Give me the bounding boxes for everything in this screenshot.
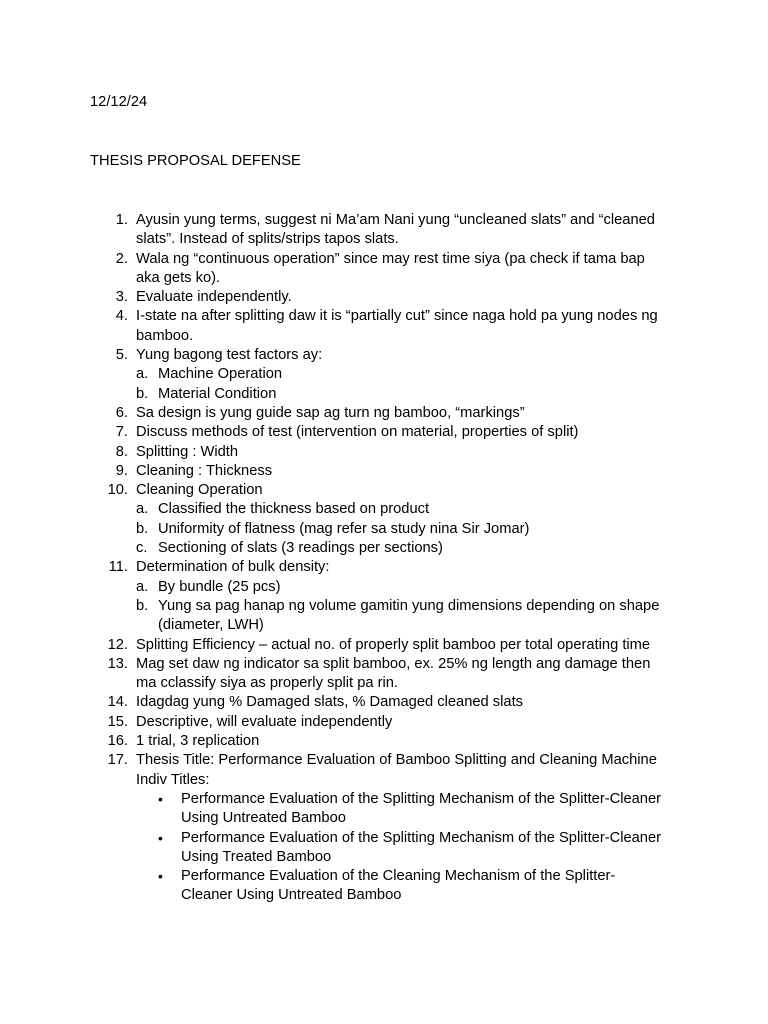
list-item-text: Discuss methods of test (intervention on material, properties of split) [136,424,579,441]
list-item [90,250,690,289]
list-item-number: 13. [107,655,128,672]
sub-list-item [90,365,690,384]
bullet-list-item-text: Performance Evaluation of the Cleaning Mechanism of the Splitter- [181,868,616,885]
bullet-list-item [90,829,690,868]
list-item-text: Indiv Titles: [136,771,210,788]
list-item [90,713,690,732]
list-item [90,443,690,462]
sub-list-item [90,539,690,558]
list-item [90,558,690,577]
list-item-text: Mag set daw ng indicator sa split bamboo, ex. 25% ng length ang damage then [136,655,651,672]
sub-list-item-letter: a. [136,501,149,518]
list-item-text: Sa design is yung guide sap ag turn ng bamboo, “markings” [136,404,525,421]
sub-list-item [90,520,690,539]
sub-list-item-text: Classified the thickness based on product [158,501,430,518]
sub-list-item [90,385,690,404]
list-item [90,693,690,712]
list-item-text: I-state na after splitting daw it is “partially cut” since naga hold pa yung nodes ng [136,308,658,325]
list-item-number: 12. [107,636,128,653]
list-item [90,288,690,307]
list-item-number: 4. [115,308,128,325]
list-item [90,655,690,694]
list-item-number: 7. [115,424,128,441]
bullet-list-item [90,790,690,829]
bullet-list-item-text: Cleaner Using Untreated Bamboo [181,887,402,904]
sub-list-item-text: Material Condition [158,385,277,402]
list-item [90,307,690,346]
sub-list-item [90,500,690,519]
bullet-list-item [90,867,690,906]
list-item-number: 9. [115,462,128,479]
list-item-text: Cleaning Operation [136,482,263,499]
bullet-icon: • [158,790,163,807]
sub-list-item-text: Uniformity of flatness (mag refer sa study nina Sir Jomar) [158,520,530,537]
list-item-text: Splitting : Width [136,443,239,460]
bullet-icon: • [158,829,163,846]
list-item-number: 11. [108,559,128,576]
sub-list-item-text: Yung sa pag hanap ng volume gamitin yung dimensions depending on shape [158,597,660,614]
list-item-text: Thesis Title: Performance Evaluation of Bamboo Splitting and Cleaning Machine [136,752,657,769]
list-item-number: 10. [107,482,128,499]
list-item-text: aka gets ko). [136,269,221,286]
document-heading: THESIS PROPOSAL DEFENSE [90,153,301,169]
sub-list-item-letter: b. [136,520,149,537]
list-item-number: 3. [115,289,128,306]
bullet-list-item-text: Using Treated Bamboo [181,848,332,865]
sub-list-item [90,597,690,636]
list-item-number: 5. [115,347,128,364]
list-item [90,732,690,751]
sub-list-item-letter: c. [136,540,148,557]
list-item-text: ma cclassify siya as properly split pa rin. [136,675,399,692]
list-item-text: Yung bagong test factors ay: [136,347,323,364]
list-item [90,211,690,250]
bullet-icon: • [158,868,163,885]
list-item-text: slats”. Instead of splits/strips tapos slats. [136,231,399,248]
list-item-number: 2. [115,250,128,267]
list-item-text: Idagdag yung % Damaged slats, % Damaged cleaned slats [136,694,524,711]
list-item-text: Determination of bulk density: [136,559,330,576]
list-item-number: 16. [107,733,128,750]
sub-list-item-letter: b. [136,597,149,614]
list-item-number: 1. [115,212,128,228]
list-item-number: 14. [107,694,128,711]
sub-list-item-letter: a. [136,578,149,595]
document-date: 12/12/24 [90,94,148,110]
list-item [90,404,690,423]
bullet-list-item-text: Performance Evaluation of the Splitting Mechanism of the Splitter-Cleaner [181,829,662,846]
list-item-text: 1 trial, 3 replication [136,733,260,750]
list-item-text: Splitting Efficiency – actual no. of properly split bamboo per total operating time [136,636,651,653]
bullet-list-item-text: Performance Evaluation of the Splitting Mechanism of the Splitter-Cleaner [181,790,662,807]
list-item-text: Wala ng “continuous operation” since may rest time siya (pa check if tama bap [136,250,645,267]
sub-list-item-letter: a. [136,366,149,383]
sub-list-item-text: Sectioning of slats (3 readings per sections) [158,540,443,557]
sub-list-item [90,578,690,597]
bullet-list-item-text: Using Untreated Bamboo [181,810,346,827]
list-item [90,751,690,790]
list-item-text: bamboo. [136,327,194,344]
list-item-number: 8. [115,443,128,460]
sub-list-item-text: (diameter, LWH) [158,617,264,634]
sub-list-item-text: Machine Operation [158,366,283,383]
list-item [90,636,690,655]
list-item [90,481,690,500]
sub-list-item-text: By bundle (25 pcs) [158,578,281,595]
list-item-number: 17. [107,752,128,769]
list-item-number: 6. [115,404,128,421]
list-item [90,346,690,365]
sub-list-item-letter: b. [136,385,149,402]
list-item-text: Cleaning : Thickness [136,462,273,479]
list-item-text: Descriptive, will evaluate independently [136,713,393,730]
list-item-number: 15. [107,713,128,730]
list-item [90,462,690,481]
list-item-text: Ayusin yung terms, suggest ni Ma’am Nani yung “uncleaned slats” and “cleaned [136,212,655,228]
numbered-list [90,211,690,906]
list-item [90,423,690,442]
list-item-text: Evaluate independently. [136,289,292,306]
